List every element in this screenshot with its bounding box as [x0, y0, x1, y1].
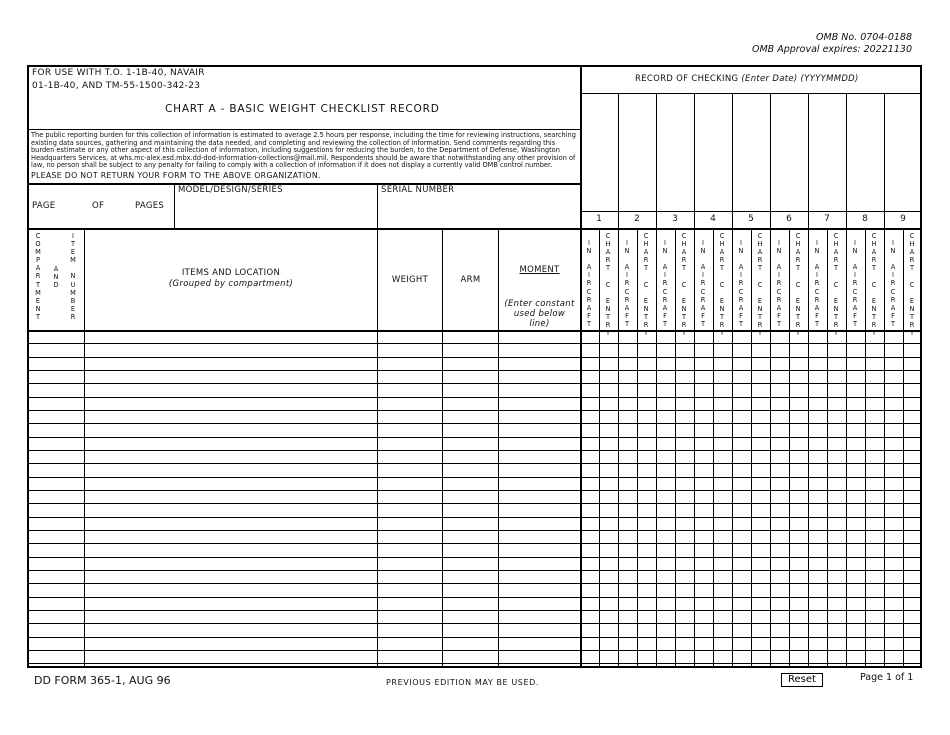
check-number: 9 — [900, 214, 906, 224]
check-subcolumn-divider — [751, 229, 752, 667]
check-subcolumn-divider — [713, 229, 714, 667]
in-aircraft-header: I N A I R C R A F T — [890, 239, 896, 328]
omb-number: OMB No. 0704-0188 — [816, 32, 912, 43]
chart-c-entry-header: C H A R T C E N T R Y — [833, 232, 839, 338]
and-header: A N D — [53, 265, 59, 290]
in-aircraft-header: I N A I R C R A F T — [586, 239, 592, 328]
chart-c-entry-header: C H A R T C E N T R Y — [681, 232, 687, 338]
check-number: 1 — [596, 214, 602, 224]
model-serial-divider — [377, 184, 378, 228]
table-row-entry[interactable] — [28, 397, 580, 410]
table-row-entry[interactable] — [28, 330, 580, 343]
in-aircraft-header: I N A I R C R A F T — [700, 239, 706, 328]
chart-c-entry-header: C H A R T C E N T R Y — [909, 232, 915, 338]
use-with-line-1: FOR USE WITH T.O. 1-1B-40, NAVAIR — [32, 68, 205, 78]
serial-number-input[interactable] — [381, 197, 577, 225]
enter-date-hint: (Enter Date) (YYYYMMDD) — [741, 74, 859, 84]
check-number: 7 — [824, 214, 830, 224]
check-date-input[interactable] — [772, 96, 806, 209]
check-number: 6 — [786, 214, 792, 224]
pages-label: PAGES — [135, 201, 165, 211]
reset-button[interactable]: Reset — [781, 673, 823, 687]
check-date-input[interactable] — [582, 96, 616, 209]
chart-c-entry-header: C H A R T C E N T R Y — [605, 232, 611, 338]
table-row-entry[interactable] — [28, 597, 580, 610]
page-label: PAGE — [32, 201, 56, 211]
form-title: CHART A - BASIC WEIGHT CHECKLIST RECORD — [165, 103, 440, 115]
table-row-entry[interactable] — [28, 517, 580, 530]
serial-number-label: SERIAL NUMBER — [381, 185, 455, 195]
weight-header: WEIGHT — [391, 275, 429, 285]
check-subcolumn-divider — [903, 229, 904, 667]
arm-header: ARM — [460, 275, 481, 285]
table-row-entry[interactable] — [28, 623, 580, 636]
check-number: 5 — [748, 214, 754, 224]
check-number: 4 — [710, 214, 716, 224]
table-row-entry[interactable] — [28, 557, 580, 570]
use-with-line-2: 01-1B-40, AND TM-55-1500-342-23 — [32, 81, 201, 91]
compartment-header: C O M P A R T M E N T — [35, 232, 41, 321]
check-group-divider — [770, 94, 771, 667]
previous-edition-note: PREVIOUS EDITION MAY BE USED. — [386, 678, 540, 687]
check-date-input[interactable] — [734, 96, 768, 209]
check-subcolumn-divider — [637, 229, 638, 667]
item-number-header: I T E M N U M B E R — [70, 232, 76, 321]
check-group-divider — [694, 94, 695, 667]
check-date-input[interactable] — [848, 96, 882, 209]
in-aircraft-header: I N A I R C R A F T — [624, 239, 630, 328]
table-row-entry[interactable] — [28, 423, 580, 436]
check-group-divider — [618, 94, 619, 667]
record-of-checking-text: RECORD OF CHECKING — [635, 74, 739, 84]
page-model-divider — [174, 184, 175, 228]
table-row-entry[interactable] — [28, 370, 580, 383]
check-group-divider — [732, 94, 733, 667]
table-row-entry[interactable] — [28, 583, 580, 596]
moment-header: MOMENT — [519, 265, 560, 275]
table-row-entry[interactable] — [28, 343, 580, 356]
check-group-divider — [656, 94, 657, 667]
table-row-entry[interactable] — [28, 437, 580, 450]
page-input[interactable] — [58, 197, 88, 211]
check-number: 3 — [672, 214, 678, 224]
table-row-entry[interactable] — [28, 650, 580, 663]
table-row-entry[interactable] — [28, 410, 580, 423]
table-row-entry[interactable] — [28, 503, 580, 516]
moment-constant-note: (Enter constant used below line) — [504, 299, 575, 329]
check-number: 2 — [634, 214, 640, 224]
model-design-series-label: MODEL/DESIGN/SERIES — [178, 185, 283, 195]
record-of-checking-label — [635, 74, 859, 84]
check-subcolumn-divider — [599, 229, 600, 667]
check-subcolumn-divider — [827, 229, 828, 667]
chart-c-entry-header: C H A R T C E N T R Y — [719, 232, 725, 338]
chart-c-entry-header: C H A R T C E N T R Y — [643, 232, 649, 338]
check-date-input[interactable] — [658, 96, 692, 209]
in-aircraft-header: I N A I R C R A F T — [662, 239, 668, 328]
table-row-entry[interactable] — [28, 530, 580, 543]
omb-expiration: OMB Approval expires: 20221130 — [751, 44, 912, 55]
chart-c-entry-header: C H A R T C E N T R Y — [757, 232, 763, 338]
burden-bottom-line — [28, 183, 580, 185]
in-aircraft-header: I N A I R C R A F T — [776, 239, 782, 328]
burden-statement: The public reporting burden for this collection of information is estimated to average 2.5 hours per response, including the time for reviewing instructions, searching existing data sources, gathering and maintaining the data needed, and completing and reviewing the collection of information. Send comments regarding this burden estimate or any other aspect of this collection of information, including suggestions for reducing the burden, to the Department of Defense, Washington Headquarters Services, at whs.mc-alex.esd.mbx.dd-dod-information-collections@mail.mil. Respondents should be aware that notwithstanding any other provision of law, no person shall be subject to any penalty for failing to comply with a collection of information if it does not display a currently valid OMB control number. — [31, 131, 576, 170]
title-bottom-line — [28, 129, 580, 130]
in-aircraft-header: I N A I R C R A F T — [852, 239, 858, 328]
model-design-series-input[interactable] — [178, 197, 374, 225]
check-subcolumn-divider — [675, 229, 676, 667]
table-row-entry[interactable] — [28, 490, 580, 503]
table-row-entry[interactable] — [28, 663, 580, 667]
in-aircraft-header: I N A I R C R A F T — [814, 239, 820, 328]
table-row-entry[interactable] — [28, 543, 580, 556]
table-row-entry[interactable] — [28, 610, 580, 623]
column-header-top-line — [28, 228, 921, 230]
chart-c-entry-header: C H A R T C E N T R Y — [795, 232, 801, 338]
of-label: OF — [92, 201, 105, 211]
check-group-divider — [846, 94, 847, 667]
check-group-divider — [884, 94, 885, 667]
table-row-entry[interactable] — [28, 383, 580, 396]
grouped-by-compartment-note: (Grouped by compartment) — [168, 279, 294, 289]
check-group-divider — [808, 94, 809, 667]
check-date-input[interactable] — [810, 96, 844, 209]
check-date-input[interactable] — [620, 96, 654, 209]
table-row-entry[interactable] — [28, 570, 580, 583]
check-date-input[interactable] — [696, 96, 730, 209]
check-subcolumn-divider — [789, 229, 790, 667]
table-row-entry[interactable] — [28, 463, 580, 476]
check-subcolumn-divider — [865, 229, 866, 667]
items-location-header: ITEMS AND LOCATION — [181, 268, 281, 278]
pages-input[interactable] — [108, 197, 133, 211]
check-date-input[interactable] — [886, 96, 920, 209]
check-number: 8 — [862, 214, 868, 224]
do-not-return-notice: PLEASE DO NOT RETURN YOUR FORM TO THE ABOVE ORGANIZATION. — [31, 171, 321, 180]
in-aircraft-header: I N A I R C R A F T — [738, 239, 744, 328]
page-count: Page 1 of 1 — [860, 672, 914, 683]
table-row-entry[interactable] — [28, 357, 580, 370]
table-row-entry[interactable] — [28, 637, 580, 650]
record-header-bottom-line — [581, 93, 921, 94]
table-row-entry[interactable] — [28, 450, 580, 463]
form-id: DD FORM 365-1, AUG 96 — [34, 674, 171, 687]
check-date-bottom-line — [581, 211, 921, 212]
table-row-entry[interactable] — [28, 477, 580, 490]
chart-c-entry-header: C H A R T C E N T R Y — [871, 232, 877, 338]
